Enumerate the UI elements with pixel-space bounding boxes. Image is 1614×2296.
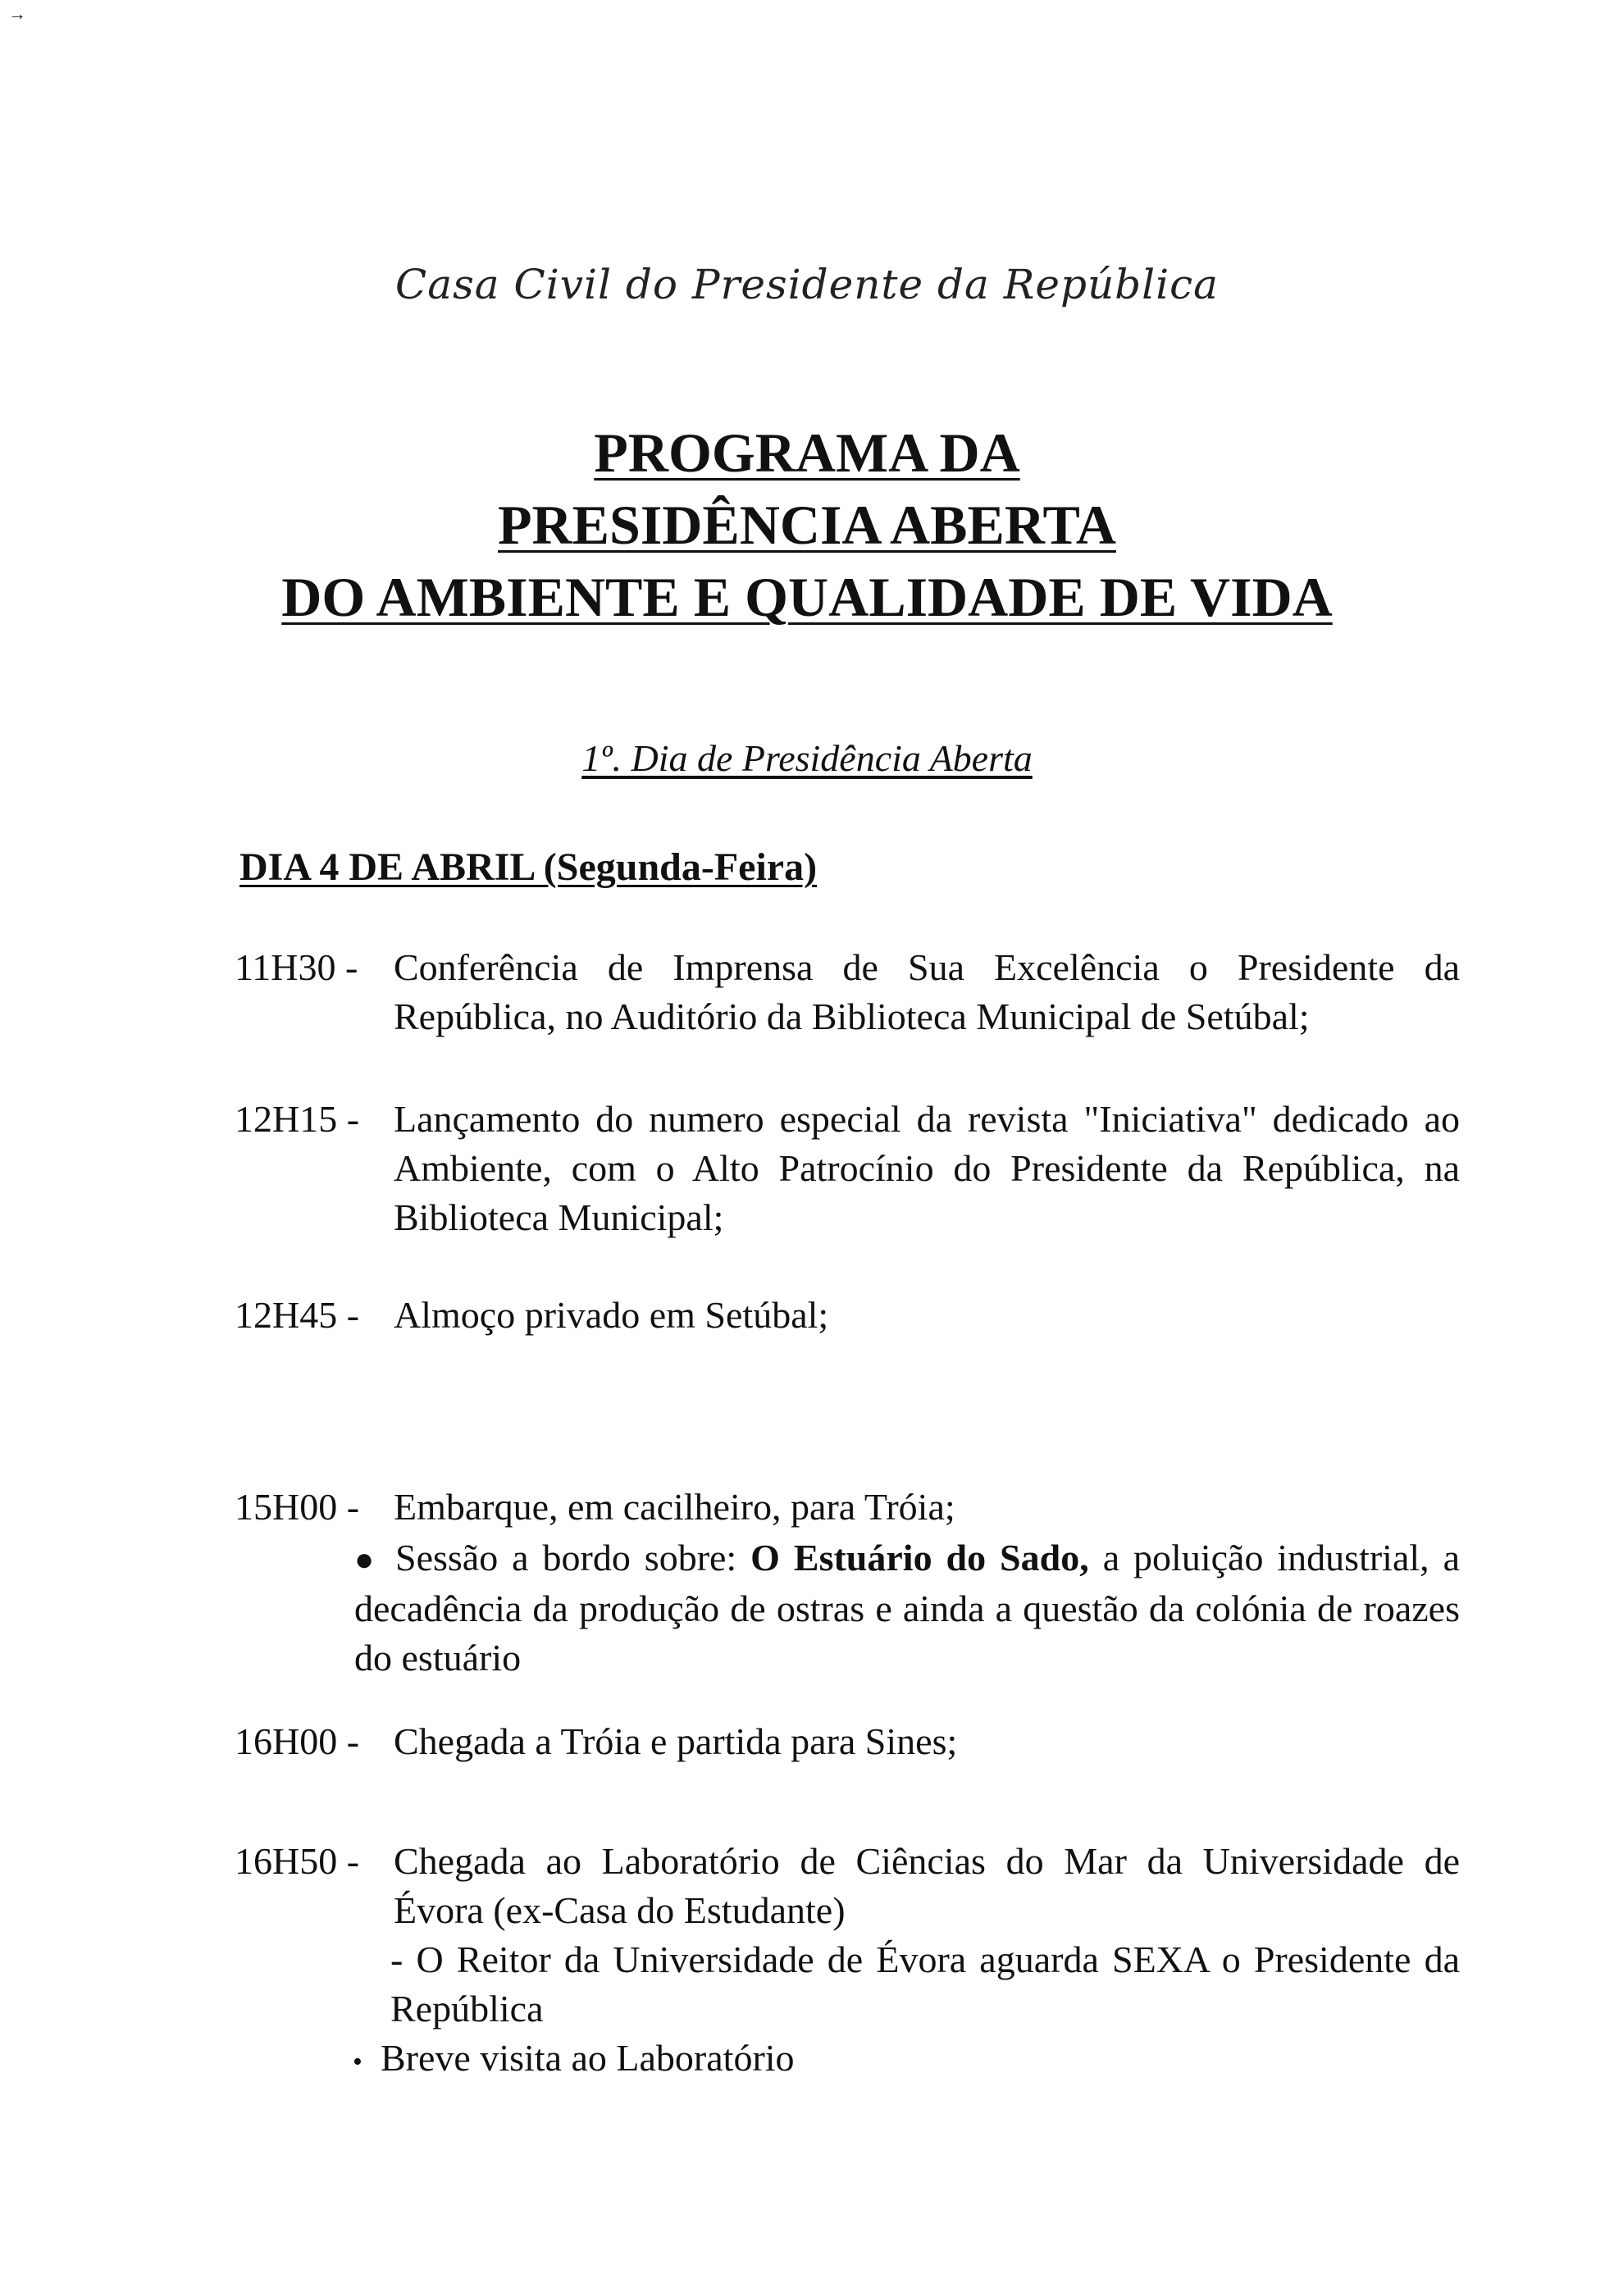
entry-time: 16H50 - bbox=[235, 1840, 360, 1882]
entry-text: Almoço privado em Setúbal; bbox=[394, 1294, 829, 1336]
schedule-entry bbox=[235, 1483, 1460, 1532]
estuario-bold: O Estuário do Sado, bbox=[750, 1537, 1089, 1578]
title-line-3: DO AMBIENTE E QUALIDADE DE VIDA bbox=[281, 566, 1333, 628]
day-heading: DIA 4 DE ABRIL (Segunda-Feira) bbox=[239, 845, 818, 889]
schedule-entry bbox=[235, 1095, 1460, 1242]
entry-text: Embarque, em cacilheiro, para Tróia; bbox=[394, 1486, 955, 1528]
schedule-entry bbox=[235, 1717, 1460, 1766]
reitor-item: - O Reitor da Universidade de Évora aguarda SEXA o Presidente da República bbox=[390, 1938, 1460, 2029]
document-title bbox=[0, 417, 1614, 633]
schedule-entry bbox=[235, 1837, 1460, 1935]
estuario-session-item bbox=[354, 1533, 1460, 1683]
title-line-1: PROGRAMA DA bbox=[594, 421, 1020, 484]
corner-arrow-mark: → bbox=[8, 3, 26, 24]
letterhead: Casa Civil do Presidente da República bbox=[395, 261, 1219, 308]
estuario-prefix: Sessão a bordo sobre: bbox=[395, 1537, 737, 1578]
schedule-entry bbox=[235, 943, 1460, 1041]
entry-text: Conferência de Imprensa de Sua Excelência o Presidente da República, no Auditório da Biblioteca Municipal de Setúbal; bbox=[394, 946, 1460, 1037]
title-line-2: PRESIDÊNCIA ABERTA bbox=[498, 494, 1116, 556]
entry-time: 12H15 - bbox=[235, 1098, 360, 1140]
day-subtitle: 1º. Dia de Presidência Aberta bbox=[581, 737, 1033, 779]
entry-text: Chegada ao Laboratório de Ciências do Mar da Universidade de Évora (ex-Casa do Estudante) bbox=[394, 1840, 1460, 1931]
entry-text: Chegada a Tróia e partida para Sines; bbox=[394, 1720, 958, 1762]
entry-time: 12H45 - bbox=[235, 1294, 360, 1336]
schedule-entry bbox=[235, 1291, 1460, 1340]
entry-text: Lançamento do numero especial da revista "Iniciativa" dedicado ao Ambiente, com o Alto Patrocínio do Presidente da República, na Biblioteca Municipal; bbox=[394, 1098, 1460, 1238]
bullet-icon: • bbox=[353, 2047, 362, 2077]
entry-time: 11H30 - bbox=[235, 946, 358, 988]
visita-text: Breve visita ao Laboratório bbox=[381, 2037, 795, 2079]
estuario-suffix: a poluição industrial, a decadência da produção de ostras e ainda a questão da colónia de roazes do estuário bbox=[354, 1537, 1461, 1679]
visita-item bbox=[353, 2034, 1419, 2087]
bullet-icon: ● bbox=[354, 1541, 375, 1578]
entry-time: 16H00 - bbox=[235, 1720, 360, 1762]
entry-time: 15H00 - bbox=[235, 1486, 360, 1528]
